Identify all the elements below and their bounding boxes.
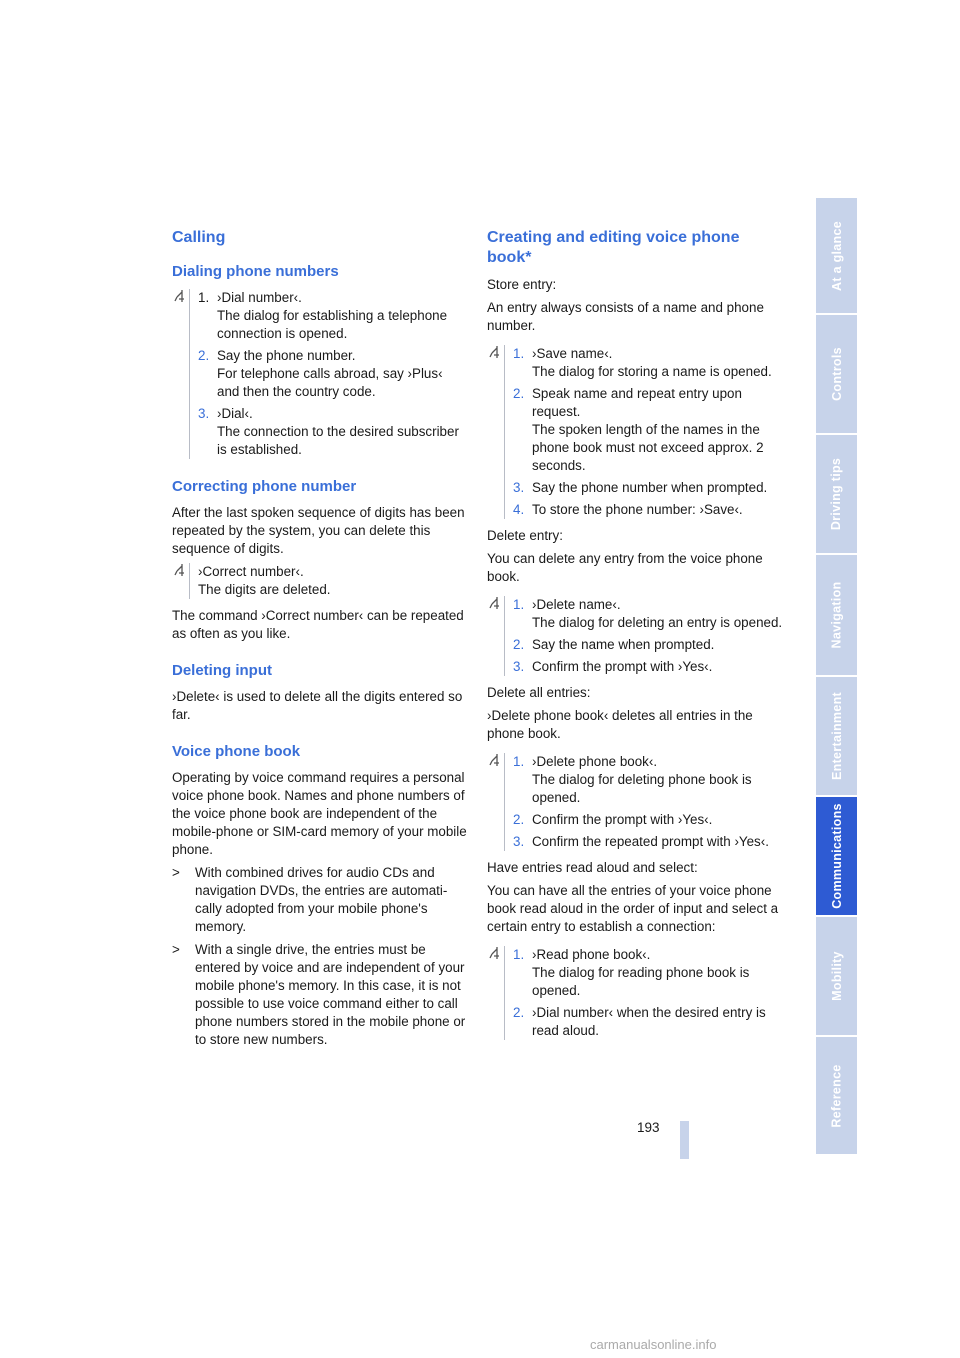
store-step [513,479,783,497]
voice-command-icon [172,563,186,577]
step-number: 3. [513,480,525,495]
read-step [513,1004,783,1040]
step-line: ›Read phone book‹. [532,947,651,962]
left-column [172,228,468,1054]
delete-step [513,636,783,654]
delete-step [513,658,783,676]
dialing-step [198,347,468,401]
page-number: 193 [637,1120,660,1135]
paragraph: The command ›Correct number‹ can be repeated as often as you like. [172,608,464,641]
store-step [513,345,783,381]
tab-label: Controls [829,347,844,401]
subsection-title-correcting: Correcting phone number [172,478,357,495]
paragraph: You can have all the entries of your voice phone book read aloud in the order of input and select a certain entry to establish a connection: [487,883,779,934]
bullet-text: With combined drives for audio CDs and navigation DVDs, the entries are automatically adopted from your mobile phone's memory. [195,865,448,934]
subsection-title-phonebook: Voice phone book [172,743,301,760]
tab-entertainment[interactable] [816,677,857,795]
dialing-step [198,289,468,343]
step-number: 3. [513,659,525,674]
voice-block-correcting [172,563,468,599]
tab-label: Mobility [829,951,844,1001]
delete-step [513,596,783,632]
step-line: Confirm the prompt with ›Yes‹. [532,812,713,827]
bullet-item [172,941,468,1049]
paragraph: An entry always consists of a name and phone number. [487,300,764,333]
step-number: 2. [198,348,210,363]
tab-label: Reference [829,1063,844,1128]
step-number: 3. [513,834,525,849]
voice-line: The digits are deleted. [198,582,331,597]
voice-command-icon [487,946,501,960]
paragraph: After the last spoken sequence of digits has been repeated by the system, you can delete this sequence of digits. [172,505,465,556]
page-number-bar [680,1121,689,1159]
tab-label: At a glance [829,220,844,291]
step-line: The dialog for storing a name is opened. [532,364,772,379]
step-line: ›Save name‹. [532,346,613,361]
step-line: Say the phone number. [217,348,356,363]
tab-navigation[interactable] [816,555,857,675]
read-step [513,946,783,1000]
step-number: 1. [513,597,525,612]
store-step [513,385,783,475]
step-number: 4. [513,502,525,517]
step-line: Speak name and repeat entry upon request. [532,386,742,419]
voice-block-delete [487,596,783,676]
subsection-title-dialing: Dialing phone numbers [172,263,339,280]
voice-block-dialing [172,289,468,459]
chapter-tab-sidebar [816,198,857,1156]
tab-driving-tips[interactable] [816,435,857,553]
tab-communications[interactable] [816,797,857,915]
step-line: Confirm the prompt with ›Yes‹. [532,659,713,674]
label-delete-all: Delete all entries: [487,685,591,700]
voice-command-icon [172,289,186,303]
step-number: 3. [198,406,210,421]
store-step [513,501,783,519]
paragraph: ›Delete‹ is used to delete all the digits entered so far. [172,689,463,722]
step-line: The dialog for establishing a telephone connection is opened. [217,308,448,341]
paragraph: Operating by voice command requires a personal voice phone book. Names and phone numbers of the voice phone book are independent of the mobile-phone or SIM-card memory of your mobile phone. [172,770,467,857]
tab-controls[interactable] [816,315,857,433]
step-line: The spoken length of the names in the phone book must not exceed approx. 2 seconds. [532,422,764,473]
step-number: 1. [513,346,525,361]
dialing-step [198,405,468,459]
voice-line: ›Correct number‹. [198,564,304,579]
step-number: 2. [513,812,525,827]
step-line: The dialog for deleting an entry is opened. [532,615,783,630]
tab-label: Driving tips [829,457,844,531]
bullet-symbol: > [172,865,180,880]
step-line: ›Dial number‹ when the desired entry is read aloud. [532,1005,766,1038]
bullet-symbol: > [172,942,180,957]
paragraph: You can delete any entry from the voice phone book. [487,551,763,584]
step-line: ›Dial number‹. [217,290,302,305]
tab-label: Entertainment [829,692,844,780]
step-number: 2. [513,1005,525,1020]
subsection-title-deleting: Deleting input [172,662,272,679]
step-number: 1. [513,947,525,962]
step-line: ›Delete phone book‹. [532,754,658,769]
right-column [487,228,783,1048]
step-line: The dialog for reading phone book is opened. [532,965,750,998]
watermark: carmanualsonline.info [590,1337,717,1352]
step-line: The dialog for deleting phone book is opened. [532,772,752,805]
section-title-calling: Calling [172,229,226,246]
voice-block-read [487,946,783,1040]
step-number: 2. [513,386,525,401]
step-line: ›Dial‹. [217,406,253,421]
voice-block-store [487,345,783,519]
delete-all-step [513,811,783,829]
voice-command-icon [487,753,501,767]
delete-all-step [513,833,783,851]
label-read: Have entries read aloud and select: [487,860,698,875]
voice-command-icon [487,596,501,610]
step-number: 2. [513,637,525,652]
step-line: Confirm the repeated prompt with ›Yes‹. [532,834,769,849]
step-line: ›Delete name‹. [532,597,621,612]
step-line: Say the name when prompted. [532,637,715,652]
tab-label: Communications [829,803,844,909]
step-number: 1. [198,290,210,305]
tab-at-a-glance[interactable] [816,198,857,313]
step-line: Say the phone number when prompted. [532,480,768,495]
voice-block-delete-all [487,753,783,851]
section-title-creating: Creating and editing voice phone book* [487,229,740,266]
voice-command-icon [487,345,501,359]
label-delete: Delete entry: [487,528,563,543]
delete-all-step [513,753,783,807]
bullet-item [172,864,468,936]
step-line: For telephone calls abroad, say ›Plus‹ and then the country code. [217,366,443,399]
tab-label: Navigation [829,581,844,649]
bullet-text: With a single drive, the entries must be entered by voice and are independent of your mobile phone's memory. In this case, it is not possible to use voice command either to call phone numbers stored in the mobile phone or to store new numbers. [195,942,466,1047]
label-store: Store entry: [487,277,557,292]
step-line: To store the phone number: ›Save‹. [532,502,743,517]
paragraph: ›Delete phone book‹ deletes all entries in the phone book. [487,708,753,741]
step-line: The connection to the desired subscriber is established. [217,424,459,457]
tab-reference[interactable] [816,1037,857,1154]
tab-mobility[interactable] [816,917,857,1035]
step-number: 1. [513,754,525,769]
